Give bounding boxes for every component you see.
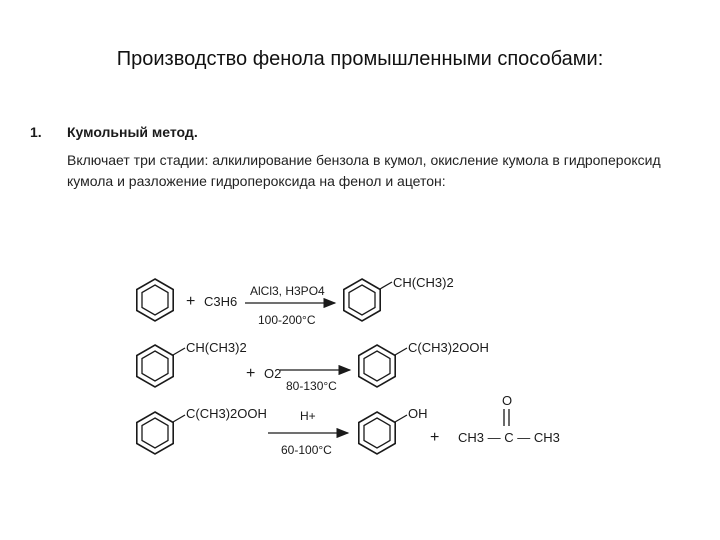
substituent-isopropyl-1: CH(CH3)2 <box>393 275 454 290</box>
catalyst-label-1: AlCl3, H3PO4 <box>250 284 325 298</box>
bond-4 <box>173 415 185 422</box>
plus-sign-2: + <box>246 365 256 382</box>
plus-sign-1: + <box>186 293 196 310</box>
benzene-reactant-1 <box>137 279 173 321</box>
bond-2 <box>173 348 185 355</box>
bond-5 <box>395 415 407 422</box>
acid-catalyst-label: H+ <box>300 409 316 423</box>
hydroperoxide-reactant <box>137 412 173 454</box>
method-description: Включает три стадии: алкилирование бензола в кумол, окисление кумола в гидропероксид кумола и разложение гидропероксида на фенол и ацетон: <box>67 152 661 189</box>
acetone-oxygen: O <box>502 393 513 408</box>
method-heading: Кумольный метод. <box>67 124 198 140</box>
temperature-label-2: 80-130°C <box>286 379 337 393</box>
temperature-label-3: 60-100°C <box>281 443 332 457</box>
list-number: 1. <box>30 124 42 140</box>
plus-sign-3: + <box>430 429 440 446</box>
cumene-reactant <box>137 345 173 387</box>
substituent-isopropyl-2: CH(CH3)2 <box>186 340 247 355</box>
temperature-label-1: 100-200°C <box>258 313 316 327</box>
slide-title: Производство фенола промышленными способами: <box>116 48 604 70</box>
bond-1 <box>380 282 392 289</box>
substituent-hydroxyl: OH <box>408 406 428 421</box>
reagent-propene: C3H6 <box>204 294 238 309</box>
substituent-hydroperoxide-2: C(CH3)2OOH <box>186 406 267 421</box>
bond-3 <box>395 348 407 355</box>
reagent-oxygen: O2 <box>264 366 282 381</box>
acetone-formula: CH3 — C — CH3 <box>458 430 560 445</box>
hydroperoxide-product <box>359 345 395 387</box>
phenol-product <box>359 412 395 454</box>
substituent-hydroperoxide-1: C(CH3)2OOH <box>408 340 489 355</box>
cumene-product <box>344 279 380 321</box>
